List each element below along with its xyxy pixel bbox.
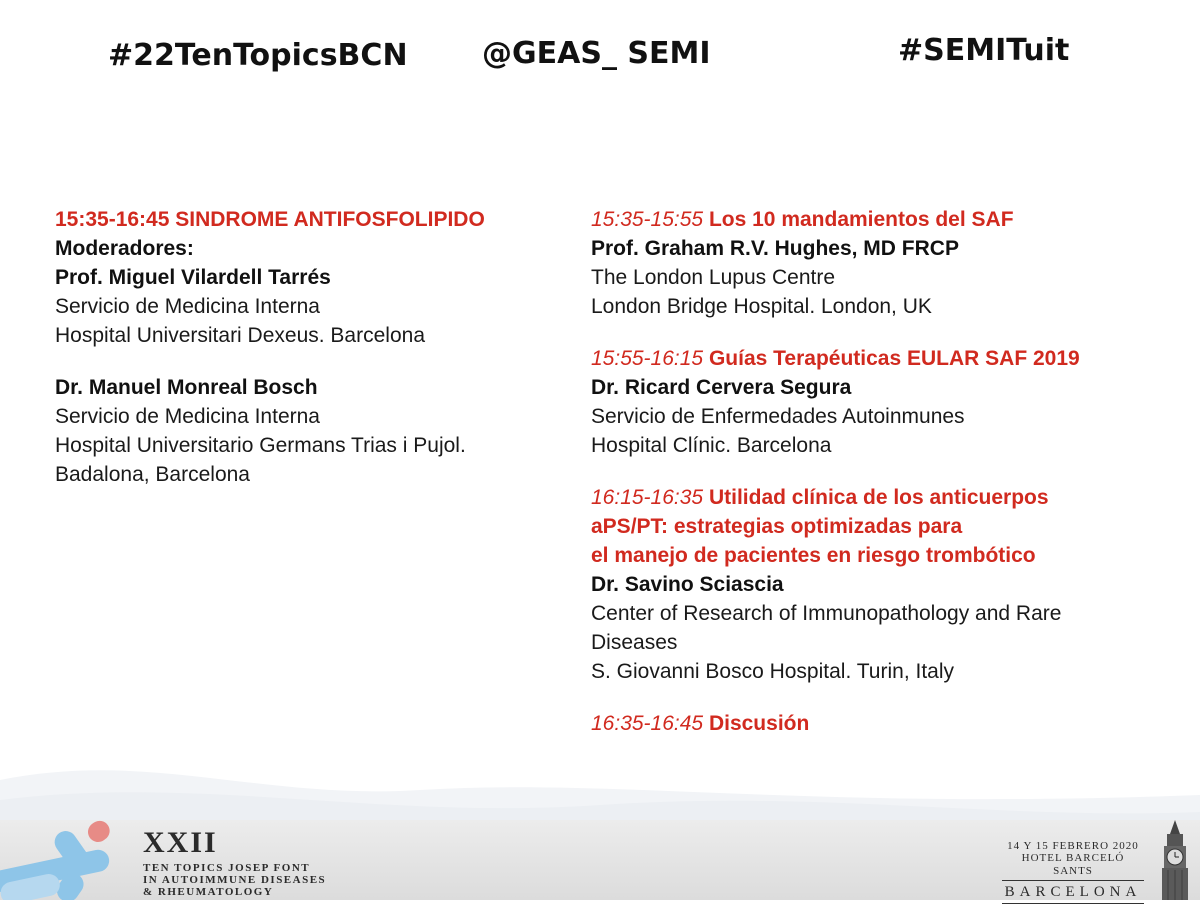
handle-geas-semi: @GEAS_ SEMI: [482, 36, 711, 71]
moderators-label: Moderadores:: [55, 237, 194, 260]
moderator-name: Prof. Miguel Vilardell Tarrés: [55, 266, 331, 289]
footer-banner: [0, 820, 1200, 900]
talk-affiliation: Center of Research of Immunopathology and Rare: [591, 602, 1062, 625]
talk-title: Los 10 mandamientos del SAF: [708, 208, 1014, 231]
talk-item: [591, 709, 1181, 738]
moderator-affiliation: Servicio de Medicina Interna: [55, 405, 320, 428]
talk-item: [591, 344, 1181, 460]
talk-title: aPS/PT: estrategias optimizadas para: [591, 515, 963, 538]
talk-affiliation: Servicio de Enfermedades Autoinmunes: [591, 405, 965, 428]
moderator-affiliation: Servicio de Medicina Interna: [55, 295, 320, 318]
talk-title: Utilidad clínica de los anticuerpos: [708, 486, 1049, 509]
event-city: BARCELONA: [1002, 881, 1144, 904]
antibody-logo-icon: [0, 820, 140, 900]
talk-affiliation: The London Lupus Centre: [591, 266, 836, 289]
talk-time: 16:15-16:35: [591, 486, 704, 509]
talk-item: [591, 483, 1181, 686]
moderator-affiliation: Hospital Universitari Dexeus. Barcelona: [55, 324, 425, 347]
event-details: [1002, 840, 1144, 904]
talk-time: 16:35-16:45: [591, 712, 704, 735]
talk-title: Guías Terapéuticas EULAR SAF 2019: [708, 347, 1080, 370]
event-edition: XXII: [143, 826, 218, 859]
talk-affiliation: London Bridge Hospital. London, UK: [591, 295, 932, 318]
moderator-entry: [55, 263, 555, 350]
event-name-line: TEN TOPICS JOSEP FONT: [143, 862, 311, 874]
talk-affiliation: S. Giovanni Bosco Hospital. Turin, Italy: [591, 660, 954, 683]
hashtag-ten-topics: #22TenTopicsBCN: [108, 38, 408, 73]
talk-time: 15:55-16:15: [591, 347, 704, 370]
moderator-affiliation: Hospital Universitario Germans Trias i Pujol.: [55, 434, 466, 457]
event-date: 14 Y 15 FEBRERO 2020: [1007, 840, 1139, 852]
moderator-affiliation: Badalona, Barcelona: [55, 463, 250, 486]
talk-list: [591, 205, 1181, 738]
talk-affiliation: Hospital Clínic. Barcelona: [591, 434, 832, 457]
talk-speaker: Dr. Ricard Cervera Segura: [591, 376, 852, 399]
moderator-name: Dr. Manuel Monreal Bosch: [55, 376, 318, 399]
session-title: 15:35-16:45 SINDROME ANTIFOSFOLIPIDO: [55, 208, 485, 231]
talk-affiliation: Diseases: [591, 631, 678, 654]
big-ben-icon: [1150, 820, 1200, 900]
talk-title: el manejo de pacientes en riesgo trombótico: [591, 544, 1036, 567]
event-name-line: IN AUTOIMMUNE DISEASES: [143, 874, 327, 886]
talk-speaker: Dr. Savino Sciascia: [591, 573, 784, 596]
event-hotel: HOTEL BARCELÓ SANTS: [1002, 852, 1144, 881]
moderator-entry: [55, 373, 555, 489]
talk-speaker: Prof. Graham R.V. Hughes, MD FRCP: [591, 237, 959, 260]
session-overview: [55, 205, 555, 489]
decorative-wave: [0, 740, 1200, 830]
event-name-line: & RHEUMATOLOGY: [143, 886, 274, 898]
talk-time: 15:35-15:55: [591, 208, 704, 231]
hashtag-semituit: #SEMITuit: [898, 33, 1070, 68]
talk-item: [591, 205, 1181, 321]
talk-title: Discusión: [708, 712, 810, 735]
